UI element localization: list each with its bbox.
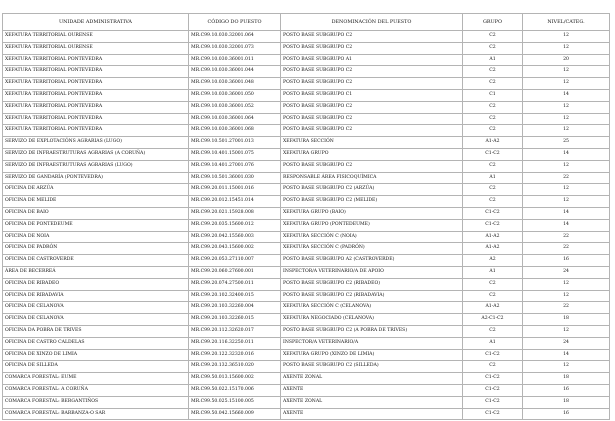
grupo-cell: C2: [463, 101, 523, 113]
denominacion-del-puesto-cell: POSTO BASE SUBGRUPO C2 (MELIDE): [281, 196, 463, 208]
nivel-categ-cell: 16: [523, 384, 610, 396]
nivel-categ-cell: 12: [523, 290, 610, 302]
grupo-cell: C1: [463, 89, 523, 101]
unidade-administrativa-cell: OFICINA DE BAIO: [3, 207, 189, 219]
table-row: [3, 113, 610, 125]
unidade-administrativa-cell: SERVIZO DE INFRAESTRUTURAS AGRARIAS (LUGO): [3, 160, 189, 172]
denominacion-del-puesto-cell: AXENTE ZONAL: [281, 396, 463, 408]
unidade-administrativa-cell: OFICINA DE NOIA: [3, 231, 189, 243]
codigo-do-puesto-cell: MR.C99.10.030.36001.064: [189, 113, 281, 125]
codigo-do-puesto-cell: MR.C99.10.030.36001.052: [189, 101, 281, 113]
nivel-categ-cell: 14: [523, 349, 610, 361]
denominacion-del-puesto-cell: AXENTE ZONAL: [281, 373, 463, 385]
table-row: [3, 361, 610, 373]
table-row: [3, 89, 610, 101]
grupo-cell: A1-A2: [463, 302, 523, 314]
nivel-categ-cell: 12: [523, 66, 610, 78]
denominacion-del-puesto-cell: INSPECTOR/A VETERINARIO/A DE APOIO: [281, 266, 463, 278]
codigo-do-puesto-cell: MR.C99.20.060.27600.001: [189, 266, 281, 278]
table-row: [3, 302, 610, 314]
nivel-categ-cell: 22: [523, 302, 610, 314]
table-row: [3, 54, 610, 66]
table-row: [3, 373, 610, 385]
grupo-cell: A1: [463, 266, 523, 278]
codigo-do-puesto-cell: MR.C99.10.030.32001.073: [189, 42, 281, 54]
codigo-do-puesto-cell: MR.C99.20.102.32400.015: [189, 290, 281, 302]
codigo-do-puesto-cell: MR.C99.20.132.36510.020: [189, 361, 281, 373]
unidade-administrativa-cell: XEFATURA TERRITORIAL PONTEVEDRA: [3, 78, 189, 90]
table-row: [3, 42, 610, 54]
table-row: [3, 160, 610, 172]
nivel-categ-cell: 12: [523, 196, 610, 208]
codigo-do-puesto-cell: MR.C99.50.013.15600.002: [189, 373, 281, 385]
nivel-categ-cell: 12: [523, 325, 610, 337]
unidade-administrativa-cell: OFICINA DE MELIDE: [3, 196, 189, 208]
denominacion-del-puesto-cell: AXENTE: [281, 408, 463, 420]
grupo-cell: A2: [463, 255, 523, 267]
nivel-categ-cell: 14: [523, 219, 610, 231]
unidade-administrativa-cell: XEFATURA TERRITORIAL PONTEVEDRA: [3, 113, 189, 125]
nivel-categ-cell: 12: [523, 42, 610, 54]
codigo-do-puesto-cell: MR.C99.20.012.15451.014: [189, 196, 281, 208]
unidade-administrativa-cell: OFICINA DE CELANOVA: [3, 302, 189, 314]
table-row: [3, 278, 610, 290]
grupo-cell: A1-A2: [463, 137, 523, 149]
header-codigo-do-puesto: CÓDIGO DO PUESTO: [189, 14, 281, 31]
codigo-do-puesto-cell: MR.C99.10.030.32001.064: [189, 31, 281, 43]
positions-table: [2, 13, 610, 420]
table-row: [3, 325, 610, 337]
unidade-administrativa-cell: OFICINA DE XINZO DE LIMIA: [3, 349, 189, 361]
header-denominacion-del-puesto: DENOMINACIÓN DEL PUESTO: [281, 14, 463, 31]
unidade-administrativa-cell: COMARCA FORESTAL: EUME: [3, 373, 189, 385]
denominacion-del-puesto-cell: POSTO BASE SUBGRUPO C2: [281, 113, 463, 125]
codigo-do-puesto-cell: MR.C99.50.022.15170.006: [189, 384, 281, 396]
codigo-do-puesto-cell: MR.C99.10.030.36001.044: [189, 66, 281, 78]
table-row: [3, 243, 610, 255]
grupo-cell: C2: [463, 278, 523, 290]
nivel-categ-cell: 16: [523, 255, 610, 267]
unidade-administrativa-cell: OFICINA DE CASTROVERDE: [3, 255, 189, 267]
codigo-do-puesto-cell: MR.C99.10.401.27001.076: [189, 160, 281, 172]
unidade-administrativa-cell: OFICINA DE PADRÓN: [3, 243, 189, 255]
nivel-categ-cell: 14: [523, 89, 610, 101]
table-row: [3, 137, 610, 149]
codigo-do-puesto-cell: MR.C99.50.025.15100.005: [189, 396, 281, 408]
grupo-cell: C2: [463, 31, 523, 43]
table-row: [3, 31, 610, 43]
codigo-do-puesto-cell: MR.C99.20.074.27500.011: [189, 278, 281, 290]
table-row: [3, 408, 610, 420]
grupo-cell: C2: [463, 361, 523, 373]
table-header-row: [3, 14, 610, 31]
unidade-administrativa-cell: XEFATURA TERRITORIAL PONTEVEDRA: [3, 89, 189, 101]
table-row: [3, 231, 610, 243]
table-row: [3, 101, 610, 113]
nivel-categ-cell: 12: [523, 113, 610, 125]
denominacion-del-puesto-cell: XEFATURA GRUPO (XINZO DE LIMIA): [281, 349, 463, 361]
codigo-do-puesto-cell: MR.C99.10.501.36001.030: [189, 172, 281, 184]
unidade-administrativa-cell: OFICINA DE RIBADEO: [3, 278, 189, 290]
denominacion-del-puesto-cell: POSTO BASE SUBGRUPO C2: [281, 66, 463, 78]
nivel-categ-cell: 22: [523, 231, 610, 243]
unidade-administrativa-cell: OFICINA DE ARZÚA: [3, 184, 189, 196]
table-row: [3, 349, 610, 361]
table-row: [3, 290, 610, 302]
denominacion-del-puesto-cell: POSTO BASE SUBGRUPO C2: [281, 31, 463, 43]
header-grupo: GRUPO: [463, 14, 523, 31]
codigo-do-puesto-cell: MR.C99.20.053.27110.007: [189, 255, 281, 267]
unidade-administrativa-cell: SERVIZO DE EXPLOTACIÓNS AGRARIAS (LUGO): [3, 137, 189, 149]
codigo-do-puesto-cell: MR.C99.10.030.36001.050: [189, 89, 281, 101]
codigo-do-puesto-cell: MR.C99.10.501.27001.013: [189, 137, 281, 149]
grupo-cell: C1-C2: [463, 148, 523, 160]
unidade-administrativa-cell: SERVIZO DE GANDARÍA (PONTEVEDRA): [3, 172, 189, 184]
denominacion-del-puesto-cell: POSTO BASE SUBGRUPO C2: [281, 160, 463, 172]
grupo-cell: C2: [463, 42, 523, 54]
nivel-categ-cell: 20: [523, 54, 610, 66]
nivel-categ-cell: 14: [523, 148, 610, 160]
codigo-do-puesto-cell: MR.C99.10.030.36001.048: [189, 78, 281, 90]
unidade-administrativa-cell: COMARCA FORESTAL: A CORUÑA: [3, 384, 189, 396]
nivel-categ-cell: 12: [523, 101, 610, 113]
unidade-administrativa-cell: XEFATURA TERRITORIAL OURENSE: [3, 31, 189, 43]
denominacion-del-puesto-cell: POSTO BASE SUBGRUPO C2 (SILLEDA): [281, 361, 463, 373]
codigo-do-puesto-cell: MR.C99.20.122.32320.016: [189, 349, 281, 361]
unidade-administrativa-cell: COMARCA FORESTAL: BARBANZA-O SAR: [3, 408, 189, 420]
nivel-categ-cell: 22: [523, 172, 610, 184]
unidade-administrativa-cell: OFICINA DE CASTRO CALDELAS: [3, 337, 189, 349]
grupo-cell: C1-C2: [463, 349, 523, 361]
grupo-cell: C2: [463, 160, 523, 172]
denominacion-del-puesto-cell: POSTO BASE SUBGRUPO C2: [281, 101, 463, 113]
denominacion-del-puesto-cell: INSPECTOR/A VETERINARIO/A: [281, 337, 463, 349]
nivel-categ-cell: 18: [523, 396, 610, 408]
nivel-categ-cell: 24: [523, 266, 610, 278]
nivel-categ-cell: 12: [523, 361, 610, 373]
denominacion-del-puesto-cell: POSTO BASE SUBGRUPO C2: [281, 125, 463, 137]
nivel-categ-cell: 14: [523, 207, 610, 219]
grupo-cell: A1-A2: [463, 243, 523, 255]
unidade-administrativa-cell: ÁREA DE BECERREÁ: [3, 266, 189, 278]
denominacion-del-puesto-cell: RESPONSABLE ÁREA FISICOQUÍMICA: [281, 172, 463, 184]
codigo-do-puesto-cell: MR.C99.20.103.32260.015: [189, 314, 281, 326]
denominacion-del-puesto-cell: XEFATURA GRUPO (PONTEDEUME): [281, 219, 463, 231]
denominacion-del-puesto-cell: XEFATURA GRUPO: [281, 148, 463, 160]
table-row: [3, 66, 610, 78]
table-row: [3, 255, 610, 267]
table-row: [3, 207, 610, 219]
grupo-cell: A1-A2: [463, 231, 523, 243]
unidade-administrativa-cell: SERVIZO DE INFRAESTRUTURAS AGRARIAS (A CORUÑA): [3, 148, 189, 160]
grupo-cell: C1-C2: [463, 408, 523, 420]
grupo-cell: C2: [463, 290, 523, 302]
grupo-cell: C1-C2: [463, 384, 523, 396]
table-body: [3, 31, 610, 420]
codigo-do-puesto-cell: MR.C99.20.035.15600.012: [189, 219, 281, 231]
grupo-cell: C2: [463, 184, 523, 196]
codigo-do-puesto-cell: MR.C99.20.042.15560.003: [189, 231, 281, 243]
unidade-administrativa-cell: OFICINA DE PONTEDEUME: [3, 219, 189, 231]
nivel-categ-cell: 12: [523, 184, 610, 196]
unidade-administrativa-cell: OFICINA DE RIBADAVIA: [3, 290, 189, 302]
codigo-do-puesto-cell: MR.C99.10.030.36001.068: [189, 125, 281, 137]
unidade-administrativa-cell: XEFATURA TERRITORIAL PONTEVEDRA: [3, 66, 189, 78]
nivel-categ-cell: 12: [523, 31, 610, 43]
table-row: [3, 266, 610, 278]
denominacion-del-puesto-cell: XEFATURA SECCIÓN: [281, 137, 463, 149]
grupo-cell: A1: [463, 54, 523, 66]
grupo-cell: A1: [463, 172, 523, 184]
unidade-administrativa-cell: OFICINA DA POBRA DE TRIVES: [3, 325, 189, 337]
unidade-administrativa-cell: XEFATURA TERRITORIAL OURENSE: [3, 42, 189, 54]
codigo-do-puesto-cell: MR.C99.20.043.15600.002: [189, 243, 281, 255]
table-row: [3, 125, 610, 137]
denominacion-del-puesto-cell: POSTO BASE SUBGRUPO C2 (RIBADAVIA): [281, 290, 463, 302]
grupo-cell: C2: [463, 125, 523, 137]
unidade-administrativa-cell: OFICINA DE SILLEDA: [3, 361, 189, 373]
unidade-administrativa-cell: OFICINA DE CELANOVA: [3, 314, 189, 326]
table-row: [3, 172, 610, 184]
denominacion-del-puesto-cell: XEFATURA SECCIÓN C (PADRÓN): [281, 243, 463, 255]
denominacion-del-puesto-cell: POSTO BASE SUBGRUPO C2: [281, 78, 463, 90]
nivel-categ-cell: 12: [523, 278, 610, 290]
codigo-do-puesto-cell: MR.C99.10.030.36001.011: [189, 54, 281, 66]
nivel-categ-cell: 18: [523, 314, 610, 326]
nivel-categ-cell: 25: [523, 137, 610, 149]
denominacion-del-puesto-cell: XEFATURA NEGOCIADO (CELANOVA): [281, 314, 463, 326]
header-nivel-categ: NIVEL/CATEG.: [523, 14, 610, 31]
codigo-do-puesto-cell: MR.C99.20.011.15001.016: [189, 184, 281, 196]
denominacion-del-puesto-cell: POSTO BASE SUBGRUPO A1: [281, 54, 463, 66]
unidade-administrativa-cell: XEFATURA TERRITORIAL PONTEVEDRA: [3, 125, 189, 137]
nivel-categ-cell: 18: [523, 373, 610, 385]
grupo-cell: C2: [463, 78, 523, 90]
denominacion-del-puesto-cell: POSTO BASE SUBGRUPO C2 (ARZÚA): [281, 184, 463, 196]
table-row: [3, 337, 610, 349]
denominacion-del-puesto-cell: POSTO BASE SUBGRUPO A2 (CASTROVERDE): [281, 255, 463, 267]
nivel-categ-cell: 22: [523, 243, 610, 255]
grupo-cell: C2: [463, 66, 523, 78]
grupo-cell: C1-C2: [463, 373, 523, 385]
header-unidade-administrativa: UNIDADE ADMINISTRATIVA: [3, 14, 189, 31]
grupo-cell: C2: [463, 325, 523, 337]
denominacion-del-puesto-cell: XEFATURA SECCIÓN C (CELANOVA): [281, 302, 463, 314]
grupo-cell: A1: [463, 337, 523, 349]
grupo-cell: C1-C2: [463, 219, 523, 231]
codigo-do-puesto-cell: MR.C99.20.116.32250.011: [189, 337, 281, 349]
codigo-do-puesto-cell: MR.C99.20.112.32620.017: [189, 325, 281, 337]
table-row: [3, 196, 610, 208]
denominacion-del-puesto-cell: POSTO BASE SUBGRUPO C2 (A POBRA DE TRIVES): [281, 325, 463, 337]
table-row: [3, 148, 610, 160]
codigo-do-puesto-cell: MR.C99.20.103.32260.004: [189, 302, 281, 314]
denominacion-del-puesto-cell: POSTO BASE SUBGRUPO C2 (RIBADEO): [281, 278, 463, 290]
unidade-administrativa-cell: COMARCA FORESTAL: BERGANTIÑOS: [3, 396, 189, 408]
grupo-cell: C1-C2: [463, 396, 523, 408]
table-row: [3, 314, 610, 326]
grupo-cell: C1-C2: [463, 207, 523, 219]
codigo-do-puesto-cell: MR.C99.10.401.15001.075: [189, 148, 281, 160]
nivel-categ-cell: 12: [523, 125, 610, 137]
table-row: [3, 396, 610, 408]
denominacion-del-puesto-cell: AXENTE: [281, 384, 463, 396]
grupo-cell: C2: [463, 113, 523, 125]
table-row: [3, 219, 610, 231]
denominacion-del-puesto-cell: XEFATURA GRUPO (BAIO): [281, 207, 463, 219]
unidade-administrativa-cell: XEFATURA TERRITORIAL PONTEVEDRA: [3, 101, 189, 113]
grupo-cell: A2-C1-C2: [463, 314, 523, 326]
grupo-cell: C2: [463, 196, 523, 208]
codigo-do-puesto-cell: MR.C99.20.021.15928.008: [189, 207, 281, 219]
denominacion-del-puesto-cell: XEFATURA SECCIÓN C (NOIA): [281, 231, 463, 243]
table-row: [3, 78, 610, 90]
codigo-do-puesto-cell: MR.C99.50.042.15660.009: [189, 408, 281, 420]
nivel-categ-cell: 12: [523, 78, 610, 90]
table-row: [3, 384, 610, 396]
table-row: [3, 184, 610, 196]
nivel-categ-cell: 12: [523, 160, 610, 172]
denominacion-del-puesto-cell: POSTO BASE SUBGRUPO C2: [281, 42, 463, 54]
unidade-administrativa-cell: XEFATURA TERRITORIAL PONTEVEDRA: [3, 54, 189, 66]
nivel-categ-cell: 16: [523, 408, 610, 420]
denominacion-del-puesto-cell: POSTO BASE SUBGRUPO C1: [281, 89, 463, 101]
nivel-categ-cell: 24: [523, 337, 610, 349]
